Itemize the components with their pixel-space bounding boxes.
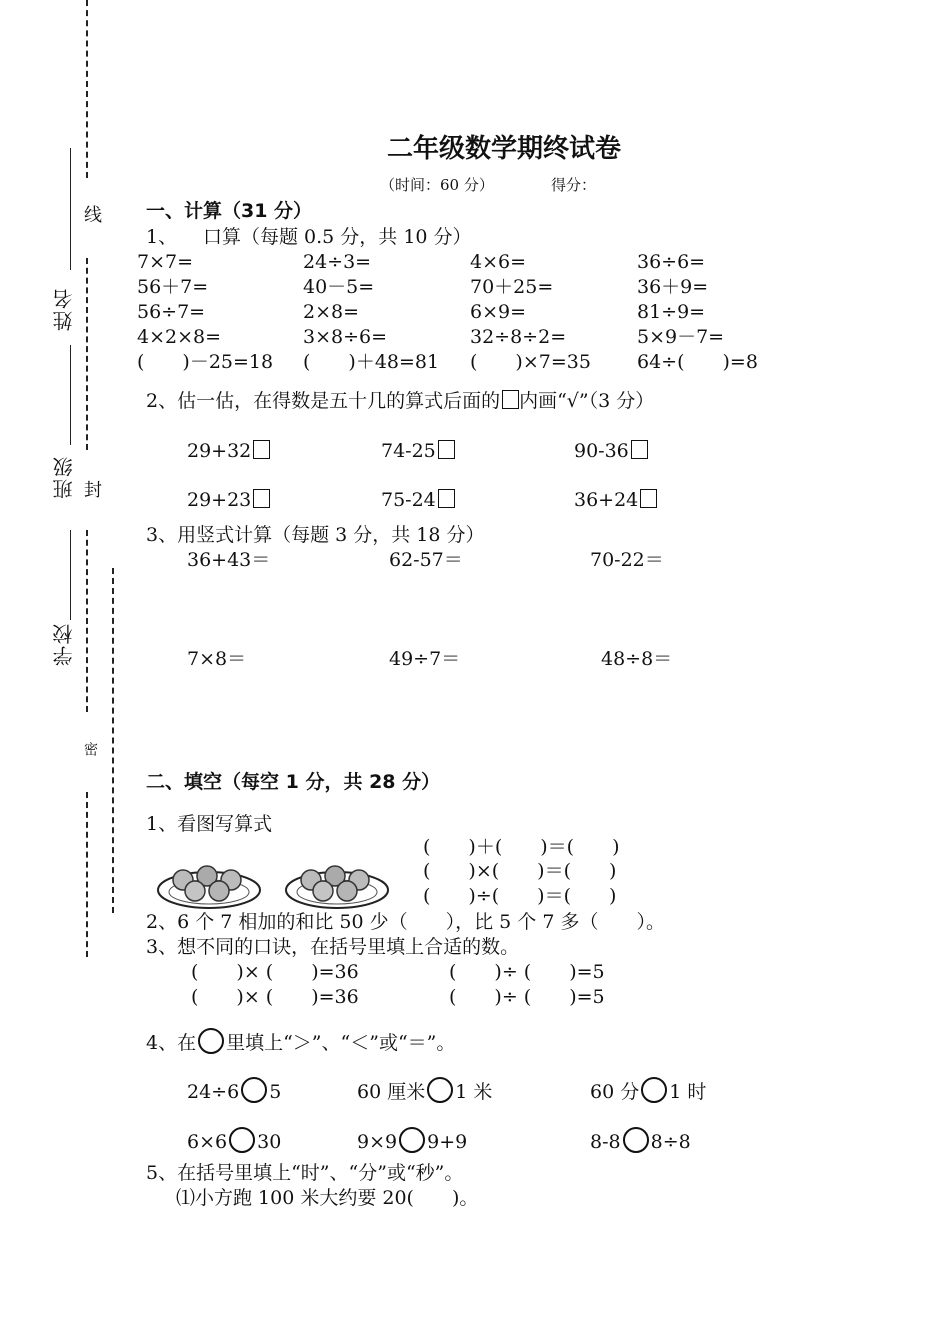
estimate-item [187, 489, 270, 510]
oral-item: 81÷9= [637, 301, 706, 323]
s2-q5-item: ⑴小方跑 100 米大约要 20( )。 [176, 1187, 479, 1209]
class-underline [70, 345, 71, 445]
estimate-expr: 36+24 [574, 489, 639, 511]
compare-item [187, 1077, 281, 1103]
q2-title [146, 390, 654, 411]
dash-line [112, 568, 114, 913]
time-note: （时间：60 分） [380, 176, 494, 194]
score-label: 得分： [551, 176, 597, 194]
dash-line [86, 792, 88, 957]
dash-line [86, 530, 88, 712]
oral-item: 64÷( )=8 [637, 351, 758, 373]
s2-q4-title-a: 4、在 [146, 1032, 197, 1054]
compare-left: 8-8 [590, 1131, 621, 1153]
dash-line [86, 0, 88, 178]
vertical-calc-item: 48÷8＝ [601, 648, 673, 670]
q3-title: 3、用竖式计算（每题 3 分，共 18 分） [146, 524, 485, 546]
oral-item: 7×7= [137, 251, 194, 273]
estimate-expr: 74-25 [381, 440, 436, 462]
oral-item: 56÷7= [137, 301, 206, 323]
dash-line [86, 258, 88, 450]
compare-item [357, 1127, 467, 1153]
vertical-calc-item: 49÷7＝ [389, 648, 461, 670]
compare-right: 9+9 [427, 1131, 468, 1153]
oral-item: 3×8÷6= [303, 326, 388, 348]
answer-box[interactable] [253, 489, 270, 508]
compare-right: 1 时 [669, 1081, 707, 1103]
estimate-expr: 29+32 [187, 440, 252, 462]
vertical-calc-item: 70-22＝ [590, 549, 664, 571]
oral-item: 32÷8÷2= [470, 326, 567, 348]
oral-item: ( )＋48=81 [303, 351, 440, 373]
seal-seal-label: 封 [81, 480, 102, 498]
oral-item: 56＋7= [137, 276, 209, 298]
school-label: 学校 [52, 622, 76, 666]
class-label: 班级 [52, 455, 76, 499]
s2-q2: 2、6 个 7 相加的和比 50 少（ ），比 5 个 7 多（ ）。 [146, 911, 665, 933]
seal-secret-label: 密 [82, 742, 98, 756]
compare-circle[interactable] [623, 1127, 649, 1153]
oral-item: 2×8= [303, 301, 360, 323]
multiplication-blank: ( )× ( )=36 [191, 986, 359, 1008]
picture-equation: ( )＋( )＝( ) [423, 836, 620, 858]
compare-right: 30 [257, 1131, 282, 1153]
answer-box [502, 390, 519, 409]
oral-item: ( )×7=35 [470, 351, 591, 373]
s2-q5-title: 5、在括号里填上“时”、“分”或“秒”。 [146, 1162, 464, 1184]
oral-item: 36÷6= [637, 251, 706, 273]
estimate-item [574, 489, 657, 510]
oral-item: 4×6= [470, 251, 527, 273]
division-blank: ( )÷ ( )=5 [449, 961, 605, 983]
oral-item: 24÷3= [303, 251, 372, 273]
oral-item: 36＋9= [637, 276, 709, 298]
vertical-calc-item: 62-57＝ [389, 549, 463, 571]
plate-of-oranges-image [283, 860, 391, 912]
compare-left: 9×9 [357, 1131, 398, 1153]
estimate-item [574, 440, 648, 461]
vertical-calc-item: 7×8＝ [187, 648, 247, 670]
oral-item: 70＋25= [470, 276, 554, 298]
estimate-item [187, 440, 270, 461]
s2-q3-title: 3、想不同的口诀，在括号里填上合适的数。 [146, 936, 520, 958]
name-underline [70, 148, 71, 270]
compare-circle[interactable] [241, 1077, 267, 1103]
oral-item: 5×9－7= [637, 326, 725, 348]
compare-right: 1 米 [455, 1081, 493, 1103]
compare-circle[interactable] [641, 1077, 667, 1103]
answer-box[interactable] [438, 440, 455, 459]
answer-box[interactable] [253, 440, 270, 459]
section1-heading: 一、计算（31 分） [146, 200, 313, 222]
estimate-expr: 29+23 [187, 489, 252, 511]
q1-title: 口算（每题 0.5 分，共 10 分） [203, 226, 472, 248]
name-label: 姓名 [52, 287, 76, 331]
oral-item: 4×2×8= [137, 326, 222, 348]
answer-box[interactable] [438, 489, 455, 508]
compare-right: 5 [269, 1081, 282, 1103]
oral-item: 6×9= [470, 301, 527, 323]
plate-of-oranges-image [155, 860, 263, 912]
oral-item: 40－5= [303, 276, 375, 298]
compare-circle[interactable] [427, 1077, 453, 1103]
s2-q4-title [146, 1028, 455, 1054]
compare-left: 6×6 [187, 1131, 228, 1153]
compare-item [590, 1077, 706, 1103]
picture-equation: ( )÷( )＝( ) [423, 885, 617, 907]
estimate-item [381, 489, 455, 510]
page-title: 二年级数学期终试卷 [387, 134, 622, 164]
compare-left: 60 厘米 [357, 1081, 426, 1103]
compare-item [187, 1127, 281, 1153]
q1-label: 1、 [146, 226, 178, 248]
answer-box[interactable] [631, 440, 648, 459]
compare-left: 24÷6 [187, 1081, 240, 1103]
s2-q1-title: 1、看图写算式 [146, 813, 273, 835]
compare-left: 60 分 [590, 1081, 640, 1103]
vertical-calc-item: 36+43＝ [187, 549, 271, 571]
compare-right: 8÷8 [650, 1131, 691, 1153]
seal-line-label: 线 [81, 205, 102, 223]
oral-item: ( )－25=18 [137, 351, 274, 373]
picture-equation: ( )×( )＝( ) [423, 860, 617, 882]
estimate-expr: 90-36 [574, 440, 629, 462]
school-underline [70, 530, 71, 620]
circle-blank [198, 1028, 224, 1054]
estimate-item [381, 440, 455, 461]
multiplication-blank: ( )× ( )=36 [191, 961, 359, 983]
compare-circle[interactable] [399, 1127, 425, 1153]
q2-title-b: 内画“√”（3 分） [519, 390, 655, 412]
s2-q4-title-b: 里填上“＞”、“＜”或“＝”。 [226, 1032, 456, 1054]
answer-box[interactable] [640, 489, 657, 508]
section2-heading: 二、填空（每空 1 分，共 28 分） [146, 771, 441, 793]
estimate-expr: 75-24 [381, 489, 436, 511]
compare-item [357, 1077, 492, 1103]
q2-title-a: 2、估一估，在得数是五十几的算式后面的 [146, 390, 501, 412]
compare-item [590, 1127, 691, 1153]
division-blank: ( )÷ ( )=5 [449, 986, 605, 1008]
compare-circle[interactable] [229, 1127, 255, 1153]
